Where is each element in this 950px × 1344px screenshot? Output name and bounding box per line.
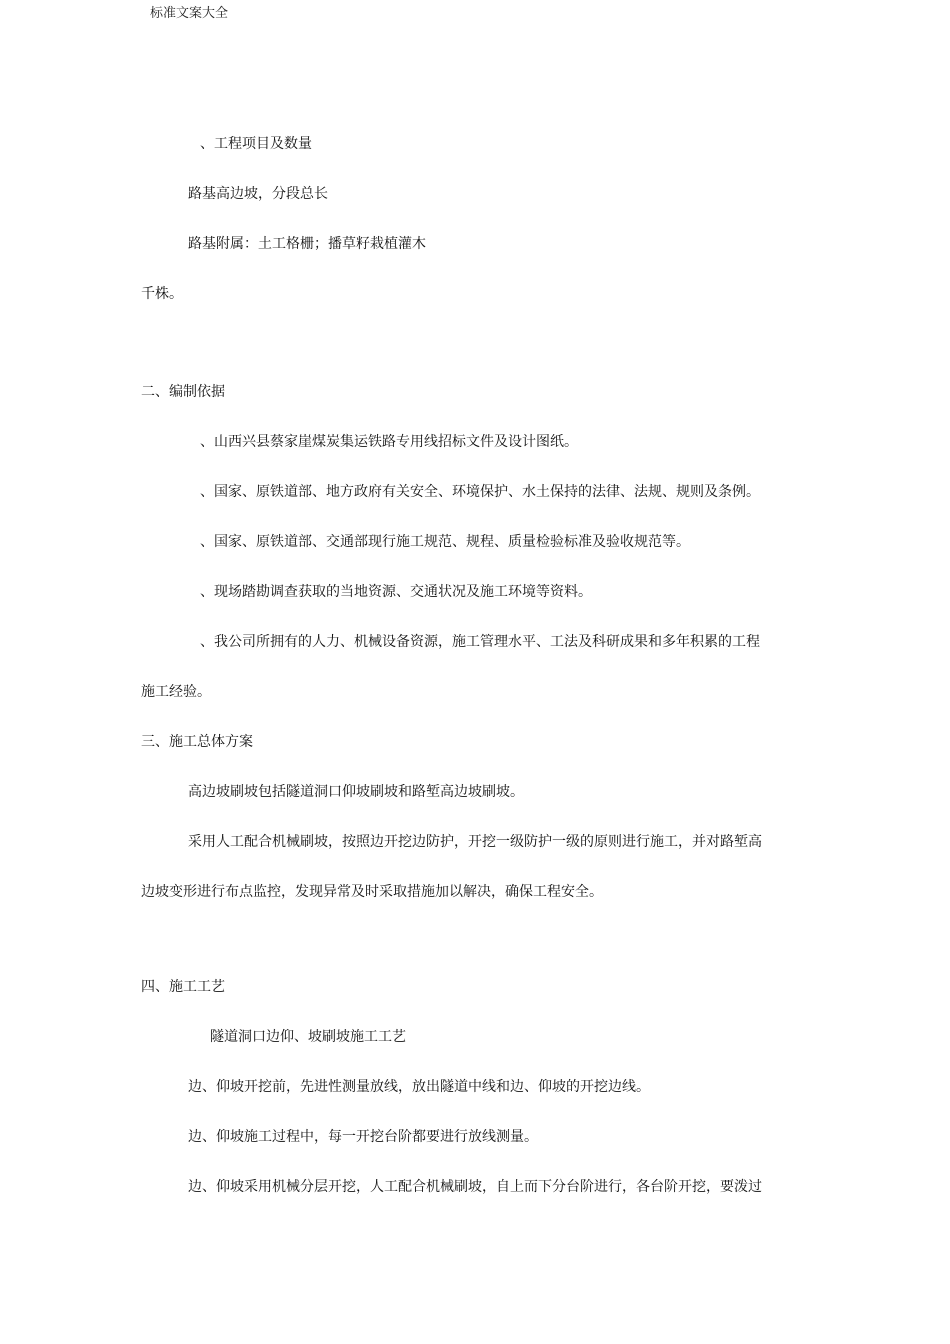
paragraph-process-3: 边、仰坡采用机械分层开挖，人工配合机械刷坡，自上而下分台阶进行，各台阶开挖，要泼过: [188, 1179, 762, 1195]
list-item-basis-5: 、我公司所拥有的人力、机械设备资源，施工管理水平、工法及科研成果和多年积累的工程: [200, 634, 760, 650]
list-item-basis-4: 、现场踏勘调查获取的当地资源、交通状况及施工环境等资料。: [200, 584, 592, 600]
list-item-basis-3: 、国家、原铁道部、交通部现行施工规范、规程、质量检验标准及验收规范等。: [200, 534, 690, 550]
list-item-basis-5-cont: 施工经验。: [141, 684, 211, 700]
subheading-tunnel-slope: 隧道洞口边仰、坡刷坡施工工艺: [210, 1029, 406, 1045]
paragraph-plan-2: 采用人工配合机械刷坡，按照边开挖边防护，开挖一级防护一级的原则进行施工，并对路堑高: [188, 834, 762, 850]
section-item-project-quantity: 、工程项目及数量: [200, 136, 312, 152]
paragraph-process-1: 边、仰坡开挖前，先进性测量放线，放出隧道中线和边、仰坡的开挖边线。: [188, 1079, 650, 1095]
section-heading-process: 四、施工工艺: [141, 979, 225, 995]
paragraph-roadbed-slope: 路基高边坡，分段总长: [188, 186, 328, 202]
paragraph-roadbed-attachments-cont: 千株。: [141, 286, 183, 302]
paragraph-process-2: 边、仰坡施工过程中，每一开挖台阶都要进行放线测量。: [188, 1129, 538, 1145]
section-heading-overall-plan: 三、施工总体方案: [141, 734, 253, 750]
paragraph-plan-1: 高边坡刷坡包括隧道洞口仰坡刷坡和路堑高边坡刷坡。: [188, 784, 524, 800]
paragraph-roadbed-attachments: 路基附属：土工格栅；播草籽栽植灌木: [188, 236, 426, 252]
list-item-basis-2: 、国家、原铁道部、地方政府有关安全、环境保护、水土保持的法律、法规、规则及条例。: [200, 484, 760, 500]
list-item-basis-1: 、山西兴县蔡家崖煤炭集运铁路专用线招标文件及设计图纸。: [200, 434, 578, 450]
paragraph-plan-2-cont: 边坡变形进行布点监控，发现异常及时采取措施加以解决，确保工程安全。: [141, 884, 603, 900]
section-heading-basis: 二、编制依据: [141, 384, 225, 400]
page-header: 标准文案大全: [150, 6, 229, 21]
